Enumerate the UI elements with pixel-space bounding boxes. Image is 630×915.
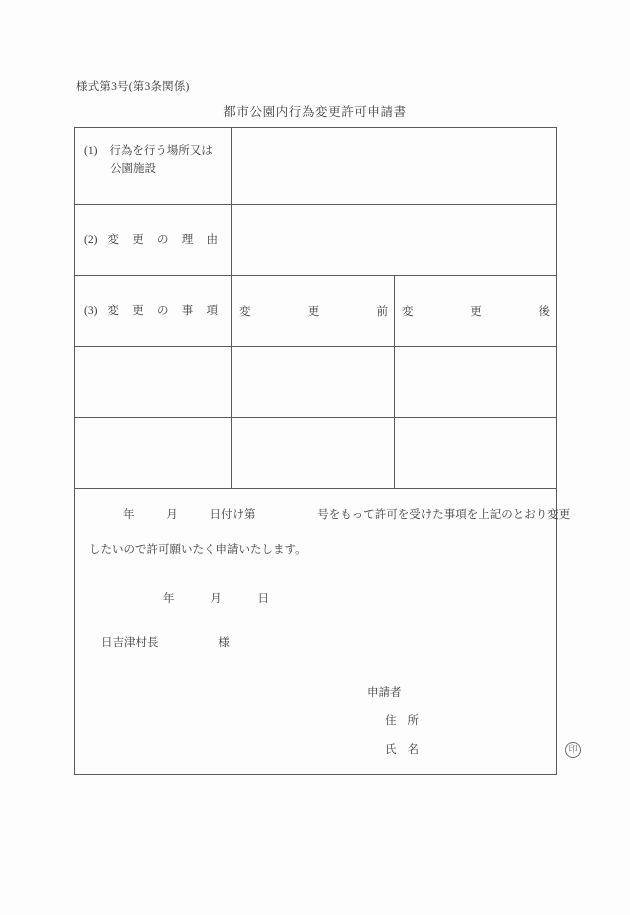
seal-icon: 印 [565, 742, 581, 758]
row-label-char: の [156, 233, 169, 246]
month-label: 月 [210, 592, 222, 605]
column-header-char: 変 [402, 306, 414, 318]
column-header-char: 変 [239, 306, 251, 318]
entry-cell-after[interactable] [395, 418, 557, 489]
year-label: 年 [163, 592, 175, 605]
field-value-reason[interactable] [232, 205, 557, 276]
row-label-char: 理 [181, 233, 194, 246]
row-number: (2) [84, 233, 98, 246]
column-header-char: 更 [470, 306, 482, 318]
addressee-line [89, 634, 542, 650]
applicant-name-field[interactable] [367, 745, 581, 757]
addressee-honorific: 様 [218, 636, 230, 649]
entry-cell-before[interactable] [232, 347, 395, 418]
name-label-char: 氏 [385, 743, 397, 756]
submission-date-line [89, 590, 542, 606]
entry-cell-after[interactable] [395, 347, 557, 418]
row-label-line1: 行為を行う場所又は [109, 145, 213, 157]
row-label-char: 変 [107, 304, 119, 317]
column-header-char: 更 [307, 306, 320, 318]
field-label-reason [75, 205, 232, 276]
row-label-char: 由 [206, 233, 218, 246]
row-label-char: 事 [181, 304, 194, 317]
row-label-char: 更 [132, 233, 144, 246]
month-label: 月 [166, 509, 178, 521]
row-number: (3) [84, 304, 98, 317]
declaration-text: 号をもって許可を受けた事項を上記のとおり変更 [317, 509, 571, 521]
entry-cell-item[interactable] [75, 418, 232, 489]
applicant-address-field[interactable] [367, 716, 581, 728]
date-suffix-label: 日付け第 [209, 509, 256, 521]
name-label-char: 名 [407, 743, 419, 756]
page-title: 都市公園内行為変更許可申請書 [223, 105, 407, 119]
table-row [75, 276, 557, 347]
day-label: 日 [257, 592, 269, 605]
entry-cell-item[interactable] [75, 347, 232, 418]
table-row [75, 128, 557, 205]
table-row [75, 489, 557, 775]
column-header-char: 前 [376, 306, 388, 318]
row-label-char: の [156, 304, 169, 317]
field-value-location[interactable] [232, 128, 557, 205]
applicant-title: 申請者 [367, 686, 402, 699]
declaration-line-1 [89, 507, 571, 525]
addressee-name: 日吉津村長 [101, 636, 159, 649]
declaration-block [75, 489, 578, 775]
row-label-char: 項 [206, 304, 218, 317]
table-row [75, 347, 557, 418]
row-label-char: 更 [132, 304, 144, 317]
application-form-table [74, 127, 578, 775]
year-label: 年 [123, 509, 135, 521]
column-header-char: 後 [538, 306, 550, 318]
applicant-block [89, 686, 578, 757]
row-number: (1) [84, 145, 98, 157]
form-code: 様式第3号(第3条関係) [76, 81, 190, 93]
column-header-after [395, 276, 557, 347]
row-label-char: 変 [107, 233, 119, 246]
row-label-line2: 公園施設 [110, 163, 156, 176]
field-label-location [75, 128, 232, 205]
column-header-before [232, 276, 395, 347]
table-row [75, 205, 557, 276]
address-label-char: 所 [407, 715, 419, 728]
table-row [75, 418, 557, 489]
address-label-char: 住 [385, 715, 397, 728]
field-label-items [75, 276, 232, 347]
entry-cell-before[interactable] [232, 418, 395, 489]
declaration-line-2: したいので許可願いたく申請いたします。 [89, 543, 307, 556]
